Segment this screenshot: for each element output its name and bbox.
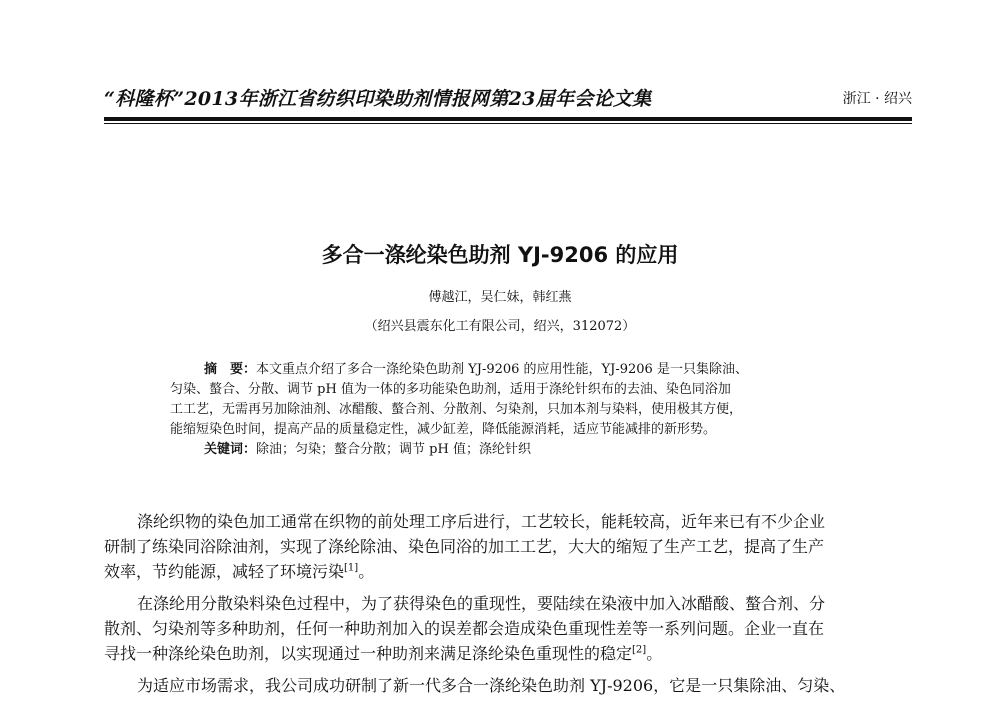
paragraph-line: 在涤纶用分散染料染色过程中，为了获得染色的重现性，要陆续在染液中加入冰醋酸、螯合剂、分 xyxy=(137,594,826,613)
paragraph-gap xyxy=(104,584,912,591)
paragraph-line-partial: 为适应市场需求，我公司成功研制了新一代多合一涤纶染色助剂 YJ-9206，它是一只集除油、匀染、 xyxy=(137,676,846,695)
paragraph-text: 寻找一种涤纶染色助剂，以实现通过一种助剂来满足涤纶染色重现性的稳定 xyxy=(104,644,633,663)
abstract-text: 本文重点介绍了多合一涤纶染色助剂 YJ-9206 的应用性能，YJ-9206 是一只集除油、 xyxy=(256,362,748,377)
proceedings-title: “科隆杯”2013年浙江省纺织印染助剂情报网第23届年会论文集 xyxy=(104,88,652,110)
keywords-line xyxy=(170,440,850,460)
abstract-block xyxy=(170,360,850,460)
paper-title: 多合一涤纶染色助剂 YJ-9206 的应用 xyxy=(321,243,679,267)
paragraph-line: 涤纶织物的染色加工通常在织物的前处理工序后进行，工艺较长，能耗较高，近年来已有不少企业 xyxy=(137,512,826,531)
paragraph-end: 。 xyxy=(646,644,663,663)
citation-ref: [2] xyxy=(632,644,647,656)
location-label: 浙江 · 绍兴 xyxy=(842,91,912,107)
running-header xyxy=(104,84,912,110)
paper-affiliation: （绍兴县震东化工有限公司，绍兴，312072） xyxy=(364,319,636,334)
header-rule-thick xyxy=(104,117,912,121)
citation-ref: [1] xyxy=(344,562,359,574)
paper-authors: 傅越江，吴仁妹，韩红燕 xyxy=(428,290,572,305)
paragraph-gap xyxy=(104,666,912,673)
abstract-label: 摘 要： xyxy=(204,362,257,377)
keywords-text: 除油；匀染；螯合分散；调节 pH 值；涤纶针织 xyxy=(256,442,531,457)
abstract-line: 匀染、螯合、分散、调节 pH 值为一体的多功能染色助剂，适用于涤纶针织布的去油、染色同浴加 xyxy=(170,382,731,397)
paragraph-end: 。 xyxy=(358,562,375,581)
abstract-line: 工工艺，无需再另加除油剂、冰醋酸、螯合剂、分散剂、匀染剂，只加本剂与染料，使用极其方便， xyxy=(170,402,743,417)
paragraph-line: 散剂、匀染剂等多种助剂，任何一种助剂加入的误差都会造成染色重现性差等一系列问题。企业一直在 xyxy=(104,619,825,638)
paragraph-text: 效率，节约能源，减轻了环境污染 xyxy=(104,562,345,581)
abstract-line: 能缩短染色时间，提高产品的质量稳定性，减少缸差，降低能源消耗，适应节能减排的新形势。 xyxy=(170,422,717,437)
keywords-label: 关键词： xyxy=(204,442,257,457)
paragraph-line xyxy=(104,641,912,666)
abstract-line xyxy=(170,360,850,380)
paragraph-line xyxy=(104,559,912,584)
header-rule-thin xyxy=(104,123,912,124)
paragraph-line: 研制了练染同浴除油剂，实现了涤纶除油、染色同浴的加工工艺，大大的缩短了生产工艺，提高了生产 xyxy=(104,537,825,556)
body-text xyxy=(104,509,912,698)
